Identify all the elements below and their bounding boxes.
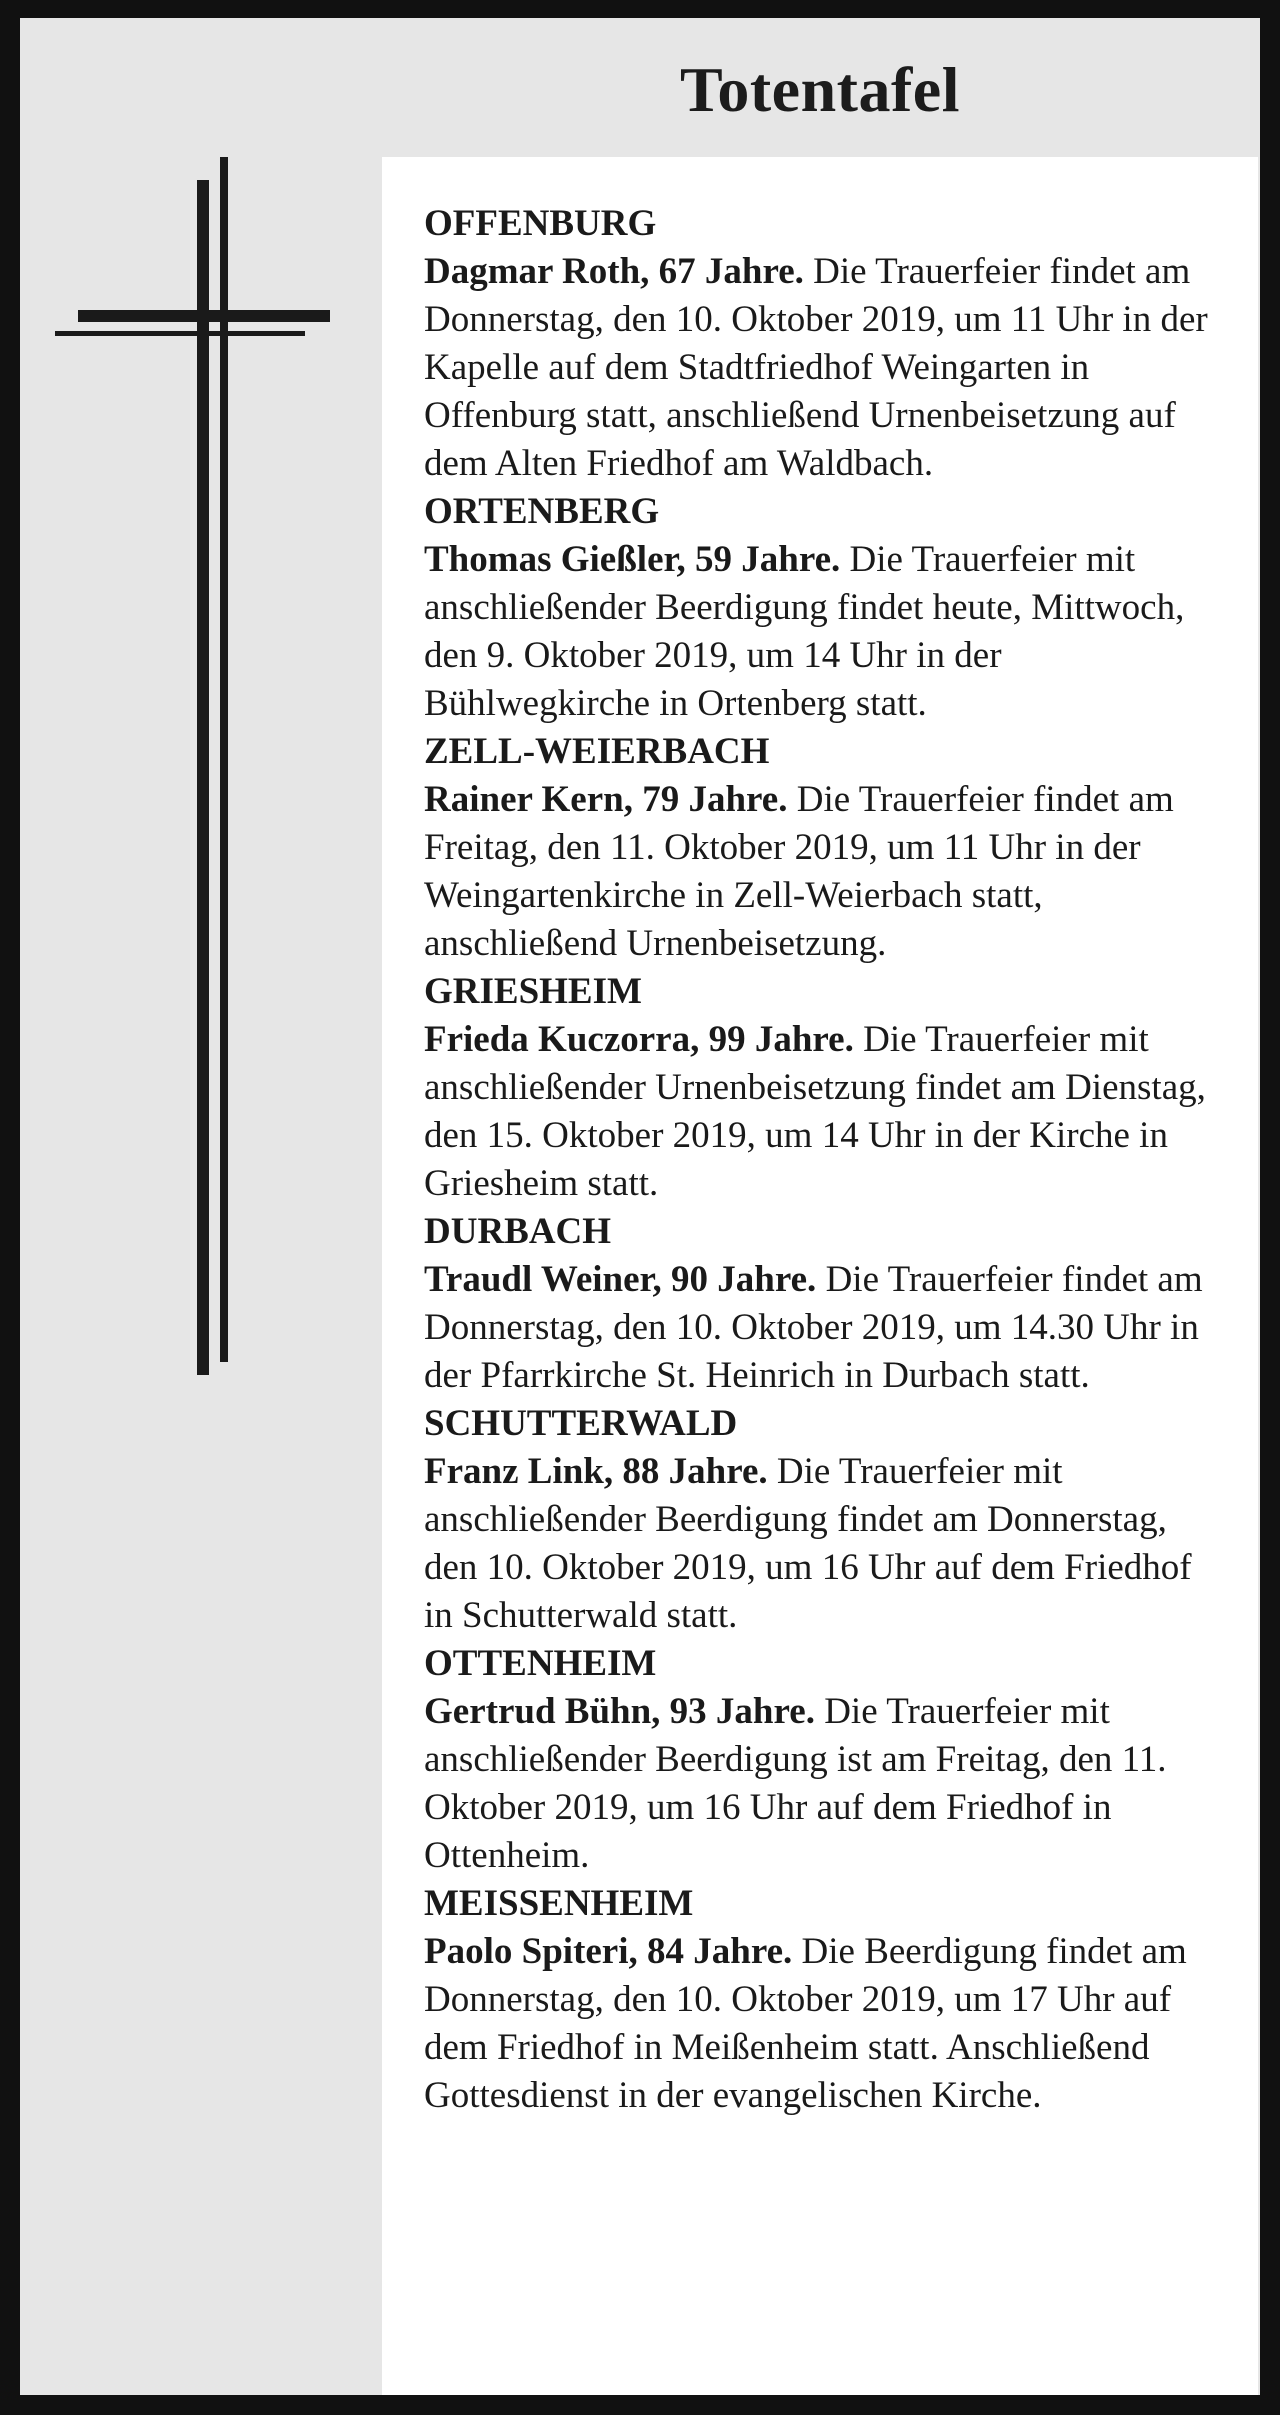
entry-town: ORTENBERG	[424, 491, 660, 532]
obituary-entry	[424, 200, 1224, 488]
entry-name: Paolo Spiteri, 84 Jahre.	[424, 1931, 793, 1972]
entry-name: Rainer Kern, 79 Jahre.	[424, 779, 788, 820]
obituary-entry	[424, 1208, 1224, 1400]
obituary-entry	[424, 1640, 1224, 1880]
entry-name: Dagmar Roth, 67 Jahre.	[424, 251, 804, 292]
obituary-entry	[424, 1400, 1224, 1640]
obituary-entry	[424, 1880, 1224, 2120]
entry-text: Die Trauerfeier mit anschließender Beerdigung findet heute, Mittwoch, den 9. Oktober 2019, um 14 Uhr in der Bühlwegkirche in Ortenberg statt.	[424, 539, 1185, 724]
obituary-entry	[424, 968, 1224, 1208]
page-title: Totentafel	[680, 54, 960, 125]
entry-name: Franz Link, 88 Jahre.	[424, 1451, 768, 1492]
entry-text: Die Trauerfeier mit anschließender Urnenbeisetzung findet am Dienstag, den 15. Oktober 2019, um 14 Uhr in der Kirche in Griesheim statt.	[424, 1019, 1206, 1204]
entry-name: Frieda Kuczorra, 99 Jahre.	[424, 1019, 854, 1060]
entry-text: Die Trauerfeier mit anschließender Beerdigung findet am Donnerstag, den 10. Oktober 2019, um 16 Uhr auf dem Friedhof in Schutterwald statt.	[424, 1451, 1192, 1636]
entry-text: Die Trauerfeier mit anschließender Beerdigung ist am Freitag, den 11. Oktober 2019, um 16 Uhr auf dem Friedhof in Ottenheim.	[424, 1691, 1167, 1876]
entry-town: GRIESHEIM	[424, 971, 642, 1012]
entry-name: Gertrud Bühn, 93 Jahre.	[424, 1691, 815, 1732]
entry-town: SCHUTTERWALD	[424, 1403, 738, 1444]
entry-name: Traudl Weiner, 90 Jahre.	[424, 1259, 817, 1300]
entry-town: ZELL-WEIERBACH	[424, 731, 770, 772]
entry-town: OTTENHEIM	[424, 1643, 657, 1684]
obituary-entry	[424, 728, 1224, 968]
entry-text: Die Trauerfeier findet am Donnerstag, den 10. Oktober 2019, um 14.30 Uhr in der Pfarrkirche St. Heinrich in Durbach statt.	[424, 1259, 1203, 1396]
entry-text: Die Trauerfeier findet am Freitag, den 11. Oktober 2019, um 11 Uhr in der Weingartenkirche in Zell-Weierbach statt, anschließend Urnenbeisetzung.	[424, 779, 1174, 964]
obituary-list	[424, 200, 1224, 2120]
entry-town: DURBACH	[424, 1211, 612, 1252]
entry-name: Thomas Gießler, 59 Jahre.	[424, 539, 841, 580]
entry-town: OFFENBURG	[424, 203, 657, 244]
obituary-entry	[424, 488, 1224, 728]
entry-text: Die Trauerfeier findet am Donnerstag, den 10. Oktober 2019, um 11 Uhr in der Kapelle auf dem Stadtfriedhof Weingarten in Offenburg statt, anschließend Urnenbeisetzung auf dem Alten Friedhof am Waldbach.	[424, 251, 1208, 484]
entry-text: Die Beerdigung findet am Donnerstag, den 10. Oktober 2019, um 17 Uhr auf dem Friedhof in Meißenheim statt. Anschließend Gottesdienst in der evangelischen Kirche.	[424, 1931, 1187, 2116]
entry-town: MEISSENHEIM	[424, 1883, 694, 1924]
